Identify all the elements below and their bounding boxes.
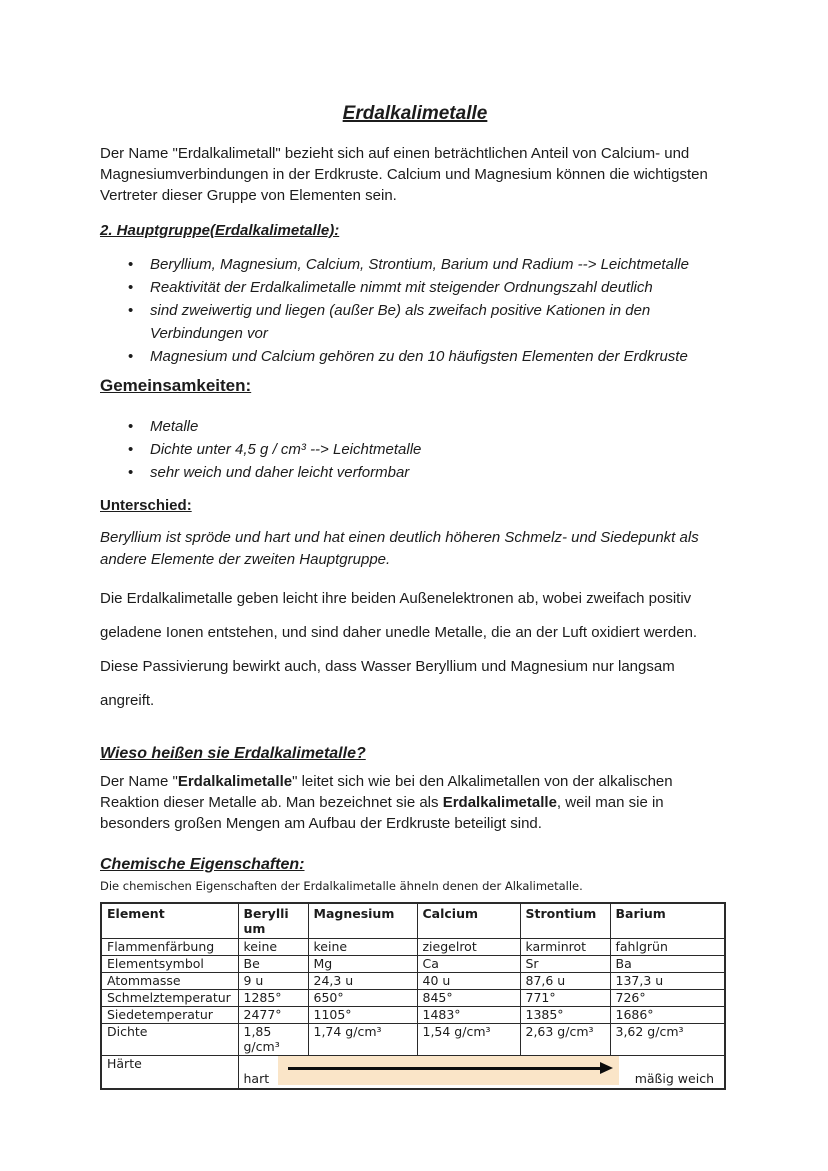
table-cell: 650° [308,990,417,1007]
row-label: Dichte [101,1024,238,1056]
bullet-list-hauptgruppe [100,253,730,368]
hardness-scale-cell [238,1056,725,1090]
table-cell: 2477° [238,1007,308,1024]
wieso-bold-term: Erdalkalimetalle [442,794,557,811]
unterschied-paragraph: Beryllium ist spröde und hart und hat einen deutlich höheren Schmelz- und Siedepunkt als andere Elemente der zweiten Hauptgruppe. [100,529,699,568]
table-cell: keine [308,939,417,956]
bullet-item: • Magnesium und Calcium gehören zu den 10 häufigsten Elementen der Erdkruste [100,345,730,368]
bullet-item: • sehr weich und daher leicht verformbar [100,461,730,484]
table-cell: fahlgrün [610,939,725,956]
column-header-barium: Barium [610,903,725,939]
table-cell: 1483° [417,1007,520,1024]
table-cell: Ca [417,956,520,973]
wieso-text-part: " leitet sich wie bei den Alkalimetallen von der alkalischen Reaktion dieser Metalle ab. Man bezeichnet sie als [100,773,673,811]
table-cell: 1385° [520,1007,610,1024]
bullet-item: • Beryllium, Magnesium, Calcium, Strontium, Barium und Radium --> Leichtmetalle [100,253,730,276]
table-cell: 2,63 g/cm³ [520,1024,610,1056]
table-row-flammenfaerbung [101,939,725,956]
column-header-beryllium-text: Beryllium [243,906,289,936]
table-cell: Sr [520,956,610,973]
table-row-haerte [101,1056,725,1090]
table-cell: 9 u [238,973,308,990]
table-cell: 1,54 g/cm³ [417,1024,520,1056]
table-cell: Ba [610,956,725,973]
row-label: Siedetemperatur [101,1007,238,1024]
column-header-calcium: Calcium [417,903,520,939]
row-label: Flammenfärbung [101,939,238,956]
table-row-dichte [101,1024,725,1056]
table-cell: 1686° [610,1007,725,1024]
table-cell: 845° [417,990,520,1007]
right-arrow-icon [288,1067,600,1070]
table-cell: Mg [308,956,417,973]
wieso-paragraph [100,771,730,834]
column-header-magnesium: Magnesium [308,903,417,939]
bullet-item: • Reaktivität der Erdalkalimetalle nimmt mit steigender Ordnungszahl deutlich [100,276,730,299]
bullet-item: • Dichte unter 4,5 g / cm³ --> Leichtmetalle [100,438,730,461]
intro-paragraph: Der Name "Erdalkalimetall" bezieht sich auf einen beträchtlichen Anteil von Calcium- und Magnesiumverbindungen in der Erdkruste. Calcium und Magnesium können die wichtigsten Vertreter dieser Gruppe von Elementen sein. [100,145,708,204]
table-cell: 771° [520,990,610,1007]
bullet-item: • Metalle [100,415,730,438]
bullet-list-gemeinsamkeiten [100,415,730,484]
table-row-elementsymbol [101,956,725,973]
heading-hauptgruppe: 2. Hauptgruppe(Erdalkalimetalle): [100,222,340,239]
right-arrow-head-icon [600,1062,613,1074]
column-header-beryllium [238,903,308,939]
table-cell: karminrot [520,939,610,956]
heading-unterschied: Unterschied: [100,497,192,514]
table-row-siedetemperatur [101,1007,725,1024]
table-cell: 3,62 g/cm³ [610,1024,725,1056]
table-cell: Be [238,956,308,973]
document-page [100,0,730,1090]
wieso-bold-term: Erdalkalimetalle [177,773,293,790]
row-label: Schmelztemperatur [101,990,238,1007]
heading-chemische-eigenschaften: Chemische Eigenschaften: [100,856,305,873]
detail-paragraph: Die Erdalkalimetalle geben leicht ihre beiden Außenelektronen ab, wobei zweifach positiv geladene Ionen entstehen, und sind daher unedle Metalle, die an der Luft oxidiert werden. Diese Passivierung bewirkt auch, dass Wasser Beryllium und Magnesium nur langsam angreift. [100,590,698,709]
table-cell: 24,3 u [308,973,417,990]
column-header-strontium: Strontium [520,903,610,939]
table-cell: 87,6 u [520,973,610,990]
row-label: Atommasse [101,973,238,990]
table-header-row [101,903,725,939]
wieso-text-part: Der Name " [100,773,178,790]
heading-wieso: Wieso heißen sie Erdalkalimetalle? [100,745,366,762]
table-cell: 1,85 g/cm³ [238,1024,308,1056]
chem-intro-line: Die chemischen Eigenschaften der Erdalkalimetalle ähneln denen der Alkalimetalle. [100,879,583,893]
column-header-element: Element [101,903,238,939]
table-row-schmelztemperatur [101,990,725,1007]
bullet-item: • sind zweiwertig und liegen (außer Be) als zweifach positive Kationen in den Verbindungen vor [100,299,730,345]
page-title: Erdalkalimetalle [342,103,488,124]
hardness-arrow-highlight [278,1056,619,1086]
table-cell: 1,74 g/cm³ [308,1024,417,1056]
table-cell: ziegelrot [417,939,520,956]
chem-properties-table [100,902,726,1090]
wieso-text-part: , weil man sie in besonders großen Mengen am Aufbau der Erdkruste beteiligt sind. [100,794,664,832]
table-cell: 40 u [417,973,520,990]
table-cell: 1105° [308,1007,417,1024]
table-cell: 726° [610,990,725,1007]
row-label: Elementsymbol [101,956,238,973]
table-cell: 137,3 u [610,973,725,990]
table-cell: 1285° [238,990,308,1007]
hardness-scale-right-label: mäßig weich [634,1071,714,1086]
heading-gemeinsamkeiten: Gemeinsamkeiten: [100,376,252,395]
row-label: Härte [101,1056,238,1090]
table-cell: keine [238,939,308,956]
hardness-scale-left-label: hart [243,1071,270,1086]
table-row-atommasse [101,973,725,990]
